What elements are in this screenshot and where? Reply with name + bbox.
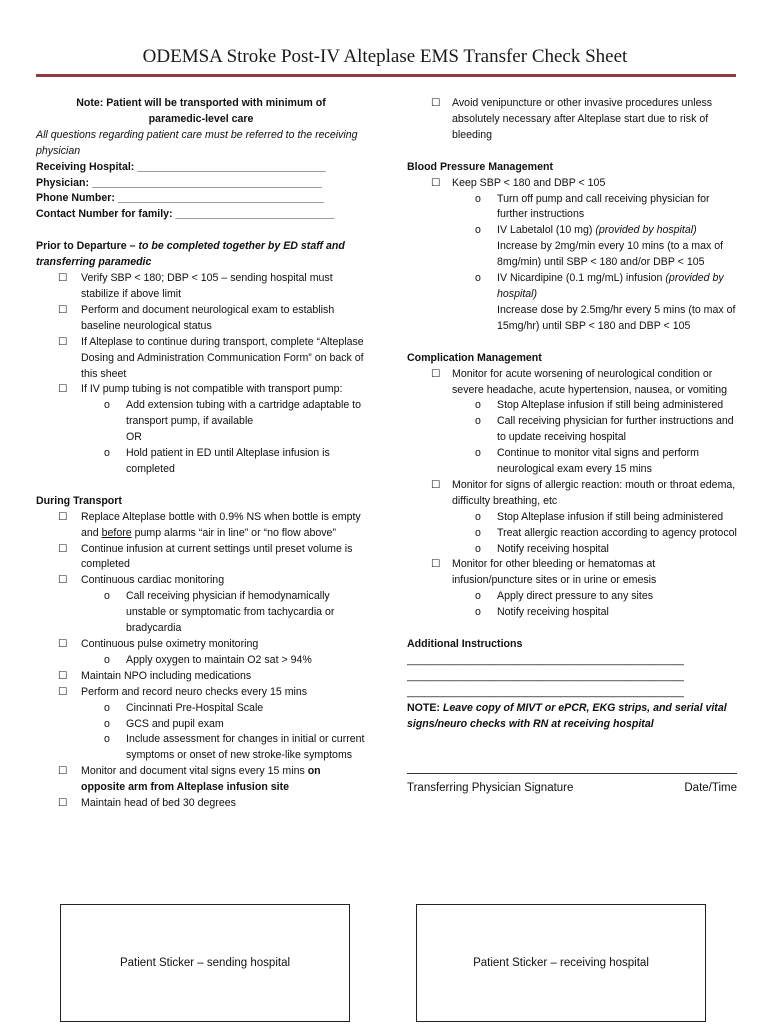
page-title: ODEMSA Stroke Post-IV Alteplase EMS Transfer Check Sheet — [142, 46, 628, 67]
checkbox-icon[interactable]: ☐ — [58, 797, 68, 810]
checklist-item[interactable]: ☐ Maintain NPO including medications — [36, 669, 366, 685]
prior-heading: Prior to Departure – to be completed together by ED staff and transferring paramedic — [36, 240, 345, 269]
checklist-item[interactable]: ☐ Keep SBP < 180 and DBP < 105 — [407, 176, 737, 192]
bullet-icon: o — [475, 590, 481, 603]
signature-label: Transferring Physician Signature — [407, 781, 574, 794]
checklist-item[interactable]: ☐ Monitor for other bleeding or hematomas at infusion/puncture sites or in urine or emesis — [431, 558, 657, 587]
bullet-icon: o — [104, 701, 110, 714]
signature-row — [407, 781, 737, 797]
checklist-item[interactable]: ☐ If Alteplase to continue during transport, complete “Alteplase Dosing and Administration Communication Form” on back of this sheet — [58, 335, 364, 380]
additional-heading: Additional Instructions — [407, 638, 523, 651]
note-line-2: paramedic-level care — [148, 112, 254, 125]
checkbox-icon[interactable]: ☐ — [58, 272, 68, 285]
checklist-item[interactable]: ☐ Verify SBP < 180; DBP < 105 – sending hospital must stabilize if above limit — [58, 272, 333, 300]
checklist-item[interactable]: ☐ Perform and record neuro checks every 15 mins — [36, 685, 366, 701]
checkbox-icon[interactable]: ☐ — [58, 685, 68, 698]
checklist-item[interactable]: ☐ Monitor and document vital signs every 15 mins on opposite arm from Alteplase infusion site — [58, 765, 321, 794]
sub-item: o Apply direct pressure to any sites — [407, 589, 737, 605]
bullet-icon: o — [475, 272, 481, 285]
checkbox-icon[interactable]: ☐ — [58, 574, 68, 587]
checkbox-icon[interactable]: ☐ — [58, 638, 68, 650]
sub-item: o Turn off pump and call receiving physician for further instructions — [475, 192, 710, 221]
bullet-icon: o — [104, 653, 110, 666]
sub-item: o IV Labetalol (10 mg) (provided by hospital) Increase by 2mg/min every 10 mins (to a max of 8mg/min) until SBP < 180 and/or DBP < 105 — [475, 224, 724, 269]
instruction-line[interactable]: _______________________________________________ — [407, 685, 684, 698]
during-heading: During Transport — [36, 494, 122, 507]
checkbox-icon[interactable]: ☐ — [431, 176, 441, 189]
physician-field[interactable]: Physician: _______________________________________ — [36, 176, 322, 189]
checklist-item[interactable]: ☐ Monitor for acute worsening of neurological condition or severe headache, acute hypertension, nausea, or vomiting — [431, 367, 728, 396]
sub-item: o Treat allergic reaction according to agency protocol — [407, 526, 737, 542]
sub-item: o Stop Alteplase infusion if still being administered — [407, 510, 737, 526]
bullet-icon: o — [475, 526, 481, 539]
sub-item: o GCS and pupil exam — [36, 717, 366, 733]
checklist-item[interactable]: ☐ Avoid venipuncture or other invasive procedures unless absolutely necessary after Alteplase start due to risk of bleeding — [431, 97, 713, 141]
sub-item: o Notify receiving hospital — [407, 605, 737, 621]
sub-item: o Call receiving physician if hemodynamically unstable or symptomatic from tachycardia or bradycardia — [104, 590, 335, 635]
questions-note: All questions regarding patient care must be referred to the receiving physician — [36, 128, 358, 157]
complication-heading: Complication Management — [407, 351, 542, 364]
sub-item: o IV Nicardipine (0.1 mg/mL) infusion (provided by hospital) Increase dose by 2.5mg/hr every 5 mins (to max of 15mg/hr) until SBP < 180 and DBP < 105 — [475, 272, 736, 332]
checkbox-icon[interactable]: ☐ — [431, 478, 441, 491]
sticker-box-sending: Patient Sticker – sending hospital — [60, 904, 350, 1022]
bullet-icon: o — [104, 733, 110, 746]
bullet-icon: o — [475, 224, 481, 237]
note-line-1: Note: Patient will be transported with minimum of — [76, 97, 326, 109]
checkbox-icon[interactable]: ☐ — [431, 97, 441, 109]
sub-item: o Cincinnati Pre-Hospital Scale — [36, 701, 366, 717]
bullet-icon: o — [104, 590, 110, 603]
checkbox-icon[interactable]: ☐ — [58, 335, 68, 348]
sub-item: o Include assessment for changes in initial or current symptoms or onset of new stroke-like symptoms — [104, 733, 365, 762]
instruction-line[interactable]: _______________________________________________ — [407, 669, 684, 682]
checkbox-icon[interactable]: ☐ — [58, 510, 68, 523]
title-rule — [36, 74, 736, 77]
checkbox-icon[interactable]: ☐ — [58, 303, 68, 316]
bullet-icon: o — [475, 415, 481, 428]
instruction-line[interactable]: _______________________________________________ — [407, 654, 684, 666]
sub-item: o Continue to monitor vital signs and perform neurological exam every 15 mins — [475, 447, 699, 476]
sub-item-or: OR — [126, 431, 142, 444]
receiving-hospital-field[interactable]: Receiving Hospital: ________________________________ — [36, 160, 326, 173]
checklist-item[interactable]: ☐ Monitor for signs of allergic reaction: mouth or throat edema, difficulty breathing, etc — [431, 478, 736, 507]
checkbox-icon[interactable]: ☐ — [58, 669, 68, 682]
checkbox-icon[interactable]: ☐ — [58, 383, 68, 396]
sticker-box-receiving: Patient Sticker – receiving hospital — [416, 904, 706, 1022]
signature-line[interactable] — [407, 765, 737, 774]
checklist-item[interactable]: ☐ Continuous pulse oximetry monitoring — [36, 637, 366, 653]
bullet-icon: o — [475, 542, 481, 555]
bullet-icon: o — [104, 447, 110, 460]
family-contact-field[interactable]: Contact Number for family: ___________________________ — [36, 208, 335, 221]
checkbox-icon[interactable]: ☐ — [431, 558, 441, 571]
sub-item: o Add extension tubing with a cartridge adaptable to transport pump, if available — [104, 399, 361, 428]
checkbox-icon[interactable]: ☐ — [58, 765, 68, 778]
checkbox-icon[interactable]: ☐ — [431, 367, 441, 380]
right-column — [407, 96, 737, 796]
bp-heading: Blood Pressure Management — [407, 160, 553, 173]
checklist-item[interactable]: ☐ Continuous cardiac monitoring — [36, 573, 366, 589]
bullet-icon: o — [475, 192, 481, 205]
phone-field[interactable]: Phone Number: ___________________________________ — [36, 192, 325, 205]
checklist-item[interactable]: ☐ Maintain head of bed 30 degrees — [36, 796, 366, 812]
sub-item: o Hold patient in ED until Alteplase infusion is completed — [104, 447, 330, 475]
sub-item: o Apply oxygen to maintain O2 sat > 94% — [36, 653, 366, 669]
bullet-icon: o — [104, 399, 110, 412]
bullet-icon: o — [475, 447, 481, 460]
checklist-item[interactable]: ☐ Continue infusion at current settings until preset volume is completed — [58, 542, 353, 571]
sub-item: o Call receiving physician for further instructions and to update receiving hospital — [475, 415, 734, 444]
bullet-icon: o — [475, 510, 481, 523]
checklist-item[interactable]: ☐ Replace Alteplase bottle with 0.9% NS when bottle is empty and before pump alarms “air in line” or “no flow above” — [58, 510, 361, 539]
sub-item: o Stop Alteplase infusion if still being administered — [407, 398, 737, 414]
sub-item: o Notify receiving hospital — [407, 542, 737, 558]
bullet-icon: o — [475, 399, 481, 412]
bullet-icon: o — [104, 717, 110, 730]
checklist-item[interactable]: ☐ Perform and document neurological exam to establish baseline neurological status — [58, 303, 335, 332]
bullet-icon: o — [475, 606, 481, 619]
handoff-note: NOTE: Leave copy of MIVT or ePCR, EKG strips, and serial vital signs/neuro checks with RN at receiving hospital — [407, 701, 727, 730]
checklist-item[interactable]: ☐ If IV pump tubing is not compatible with transport pump: — [36, 382, 366, 398]
checkbox-icon[interactable]: ☐ — [58, 542, 68, 555]
date-time-label: Date/Time — [684, 781, 737, 794]
left-column — [36, 96, 366, 812]
